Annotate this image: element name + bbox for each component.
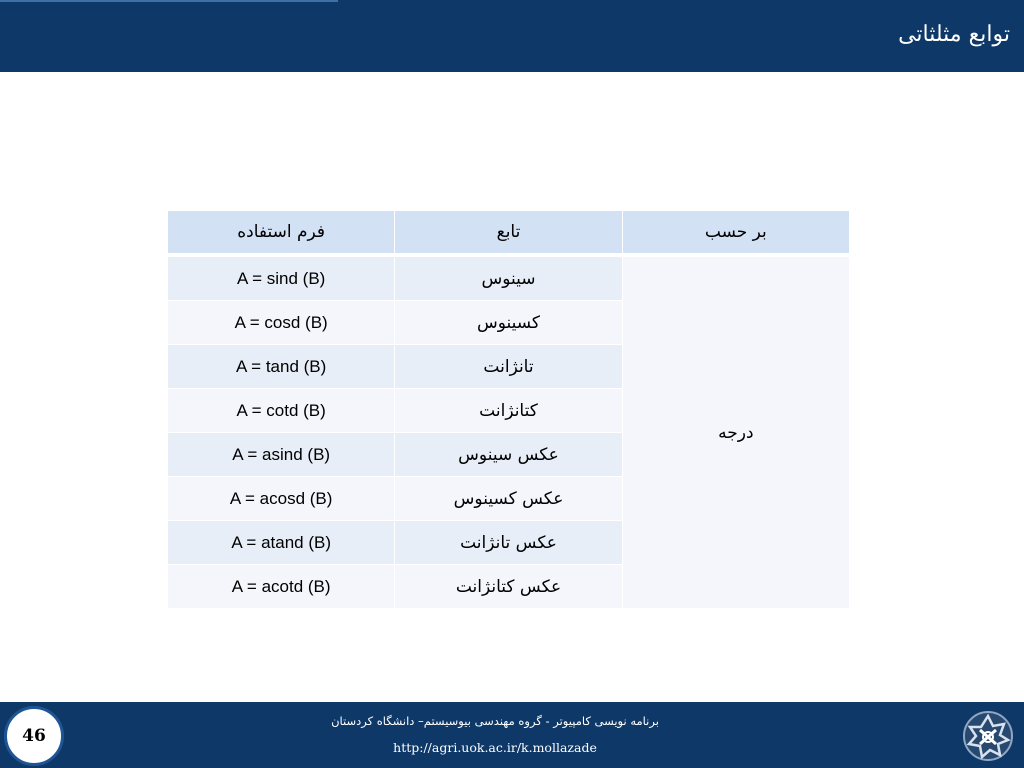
usage-form-cell: A = asind (B) [168,433,395,477]
function-name-cell: کسینوس [395,301,622,345]
trig-functions-table [167,210,850,609]
function-name-cell: عکس کتانژانت [395,565,622,609]
function-name-cell: عکس سینوس [395,433,622,477]
table-header-row [168,211,850,256]
slide-footer [0,702,1024,768]
table-row [168,255,850,301]
footer-course-text: برنامه نویسی کامپیوتر - گروه مهندسی بیوسیستم– دانشگاه کردستان [331,714,659,728]
usage-form-cell: A = cotd (B) [168,389,395,433]
unit-cell: درجه [622,255,849,609]
column-header-function: تابع [395,211,622,256]
slide-header [0,0,1024,72]
usage-form-cell: A = acotd (B) [168,565,395,609]
column-header-form: فرم استفاده [168,211,395,256]
usage-form-cell: A = atand (B) [168,521,395,565]
function-name-cell: کتانژانت [395,389,622,433]
page-number-badge [4,706,64,766]
university-logo-icon [962,710,1014,762]
footer-url-link[interactable]: http://agri.uok.ac.ir/k.mollazade [393,740,597,755]
page-number: 46 [22,726,46,746]
slide-title: توابع مثلثاتی [898,22,1010,47]
usage-form-cell: A = sind (B) [168,255,395,301]
column-header-unit: بر حسب [622,211,849,256]
function-name-cell: عکس کسینوس [395,477,622,521]
usage-form-cell: A = cosd (B) [168,301,395,345]
function-name-cell: تانژانت [395,345,622,389]
function-name-cell: سینوس [395,255,622,301]
usage-form-cell: A = acosd (B) [168,477,395,521]
header-accent-line [0,0,338,2]
function-name-cell: عکس تانژانت [395,521,622,565]
usage-form-cell: A = tand (B) [168,345,395,389]
